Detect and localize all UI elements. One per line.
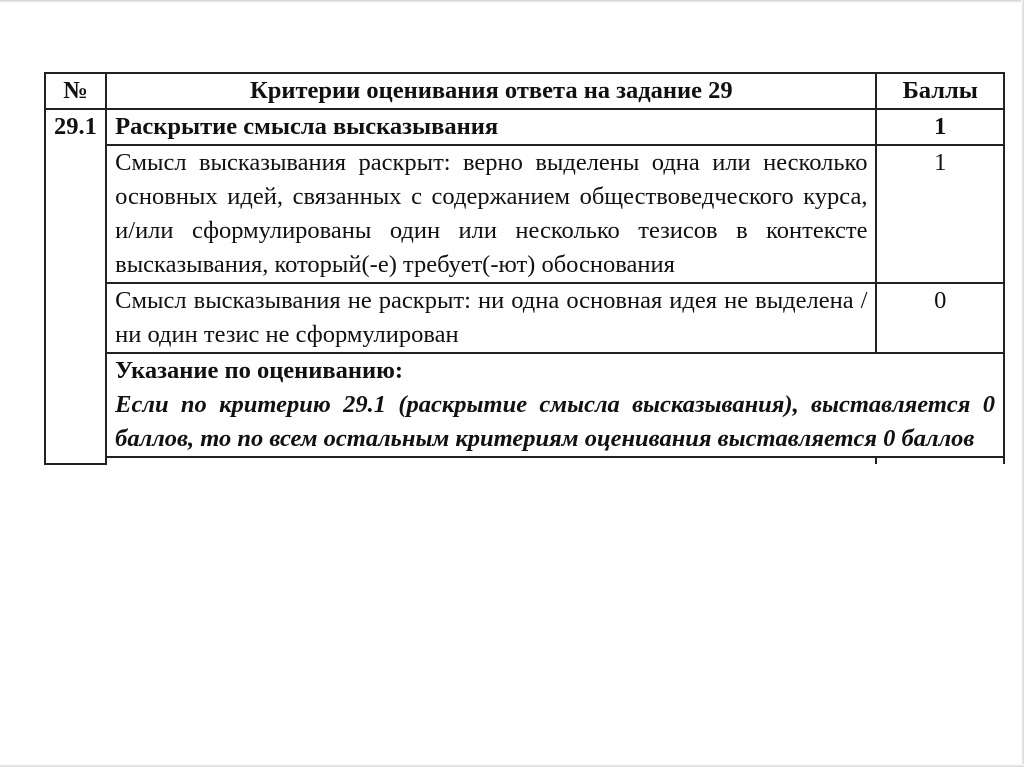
slide-top-edge (0, 0, 1024, 3)
criterion-text: Смысл высказывания раскрыт: верно выделены одна или несколько основных идей, связанных с содержанием обществоведческого курса, и/или сформулированы один или несколько тезисов в контексте высказывания, который(-е) требует(-ют) обоснования (106, 145, 876, 283)
instruction-text: Если по критерию 29.1 (раскрытие смысла высказывания), выставляется 0 баллов, то по всем остальным критериям оценивания выставляется 0 баллов (115, 391, 995, 452)
table-header-row (45, 73, 1004, 109)
section-max-score: 1 (876, 109, 1004, 145)
instruction-title: Указание по оцениванию: (115, 357, 404, 384)
section-title: Раскрытие смысла высказывания (106, 109, 876, 145)
tail-cell (876, 457, 1004, 464)
table-row (45, 145, 1004, 283)
header-number: № (45, 73, 106, 109)
header-score: Баллы (876, 73, 1004, 109)
table-row (45, 283, 1004, 353)
table-tail-row (45, 457, 1004, 464)
criterion-text: Смысл высказывания не раскрыт: ни одна основная идея не выделена / ни один тезис не сформулирован (106, 283, 876, 353)
header-criteria: Критерии оценивания ответа на задание 29 (106, 73, 876, 109)
instruction-row (45, 353, 1004, 457)
section-number: 29.1 (45, 109, 106, 464)
criteria-table (44, 72, 1005, 465)
section-row (45, 109, 1004, 145)
instruction-cell (106, 353, 1004, 457)
criterion-score: 0 (876, 283, 1004, 353)
tail-cell (106, 457, 876, 464)
criterion-score: 1 (876, 145, 1004, 283)
